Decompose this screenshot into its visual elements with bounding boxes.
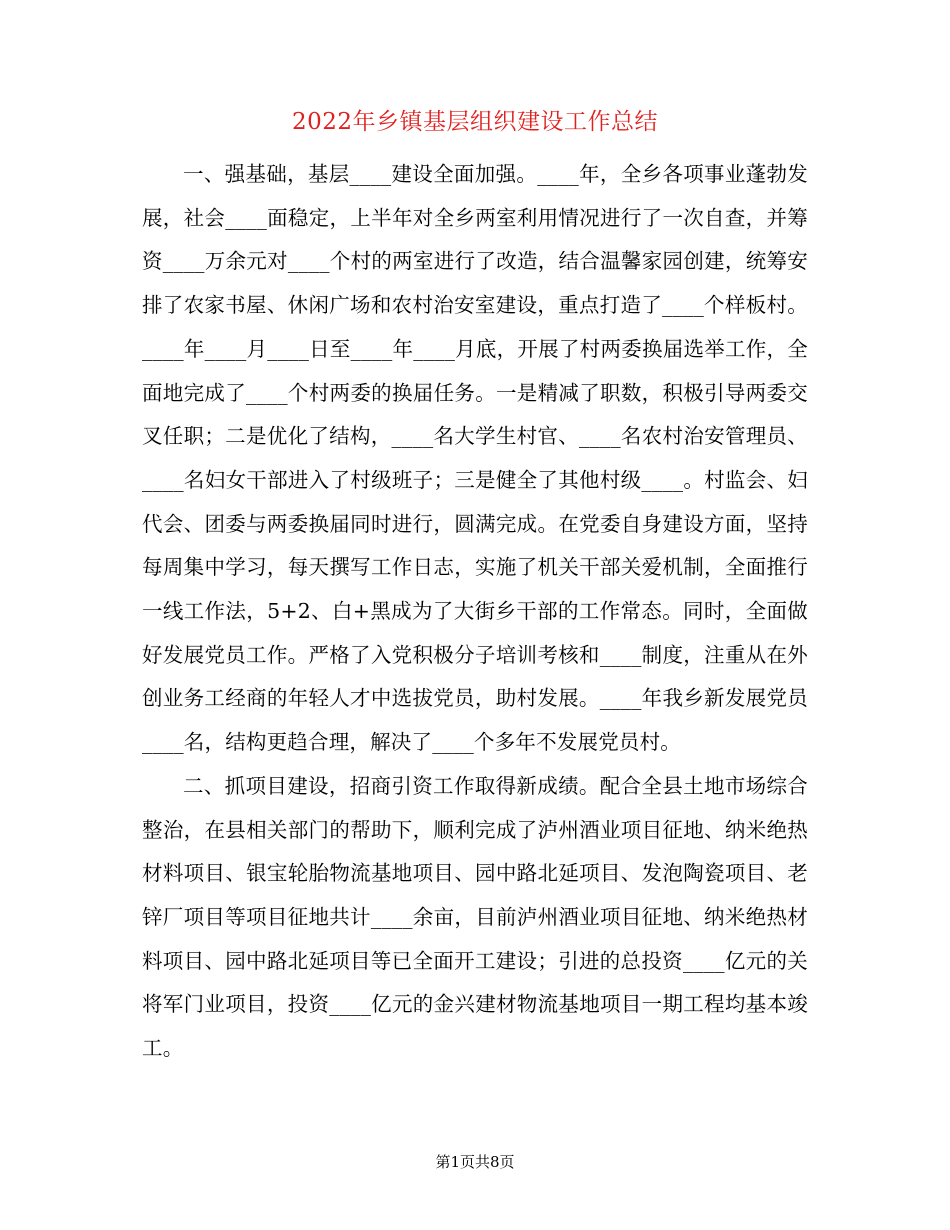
document-body (142, 153, 808, 1071)
paragraph-1: 一、强基础，基层____建设全面加强。____年，全乡各项事业蓬勃发展，社会____面稳定，上半年对全乡两室利用情况进行了一次自查，并筹资____万余元对____个村的两室进行了改造，结合温馨家园创建，统筹安排了农家书屋、休闲广场和农村治安室建设，重点打造了____个样板村。____年____月____日至____年____月底，开展了村两委换届选举工作，全面地完成了____个村两委的换届任务。一是精减了职数，积极引导两委交叉任职；二是优化了结构，____名大学生村官、____名农村治安管理员、____名妇女干部进入了村级班子；三是健全了其他村级____。村监会、妇代会、团委与两委换届同时进行，圆满完成。在党委自身建设方面，坚持每周集中学习，每天撰写工作日志，实施了机关干部关爱机制，全面推行一线工作法，5+2、白+黑成为了大街乡干部的工作常态。同时，全面做好发展党员工作。严格了入党积极分子培训考核和____制度，注重从在外创业务工经商的年轻人才中选拔党员，助村发展。____年我乡新发展党员____名，结构更趋合理，解决了____个多年不发展党员村。 (142, 162, 808, 755)
document-title: 2022年乡镇基层组织建设工作总结 (291, 109, 659, 135)
page-number-footer: 第1页共8页 (435, 1153, 515, 1171)
paragraph-2: 二、抓项目建设，招商引资工作取得新成绩。配合全县土地市场综合整治，在县相关部门的帮助下，顺利完成了泸州酒业项目征地、纳米绝热材料项目、银宝轮胎物流基地项目、园中路北延项目、发泡陶瓷项目、老锌厂项目等项目征地共计____余亩，目前泸州酒业项目征地、纳米绝热材料项目、园中路北延项目等已全面开工建设；引进的总投资____亿元的关将军门业项目，投资____亿元的金兴建材物流基地项目一期工程均基本竣工。 (142, 773, 808, 1061)
